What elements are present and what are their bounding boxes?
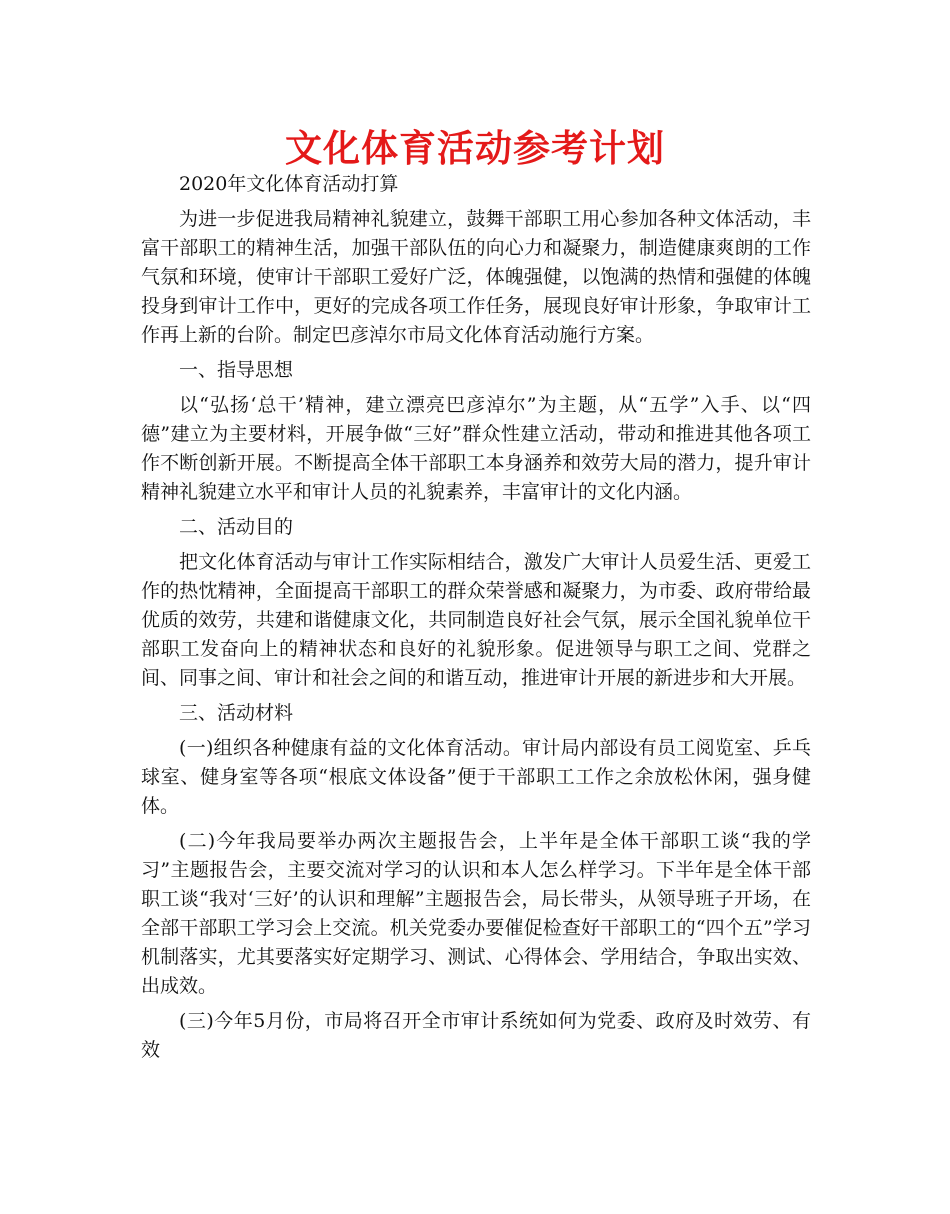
- paragraph-content-item-1: (一)组织各种健康有益的文化体育活动。审计局内部设有员工阅览室、乒乓球室、健身室等各项“根底文体设备”便于干部职工工作之余放松休闲，强身健体。: [141, 737, 811, 817]
- paragraph-content-item-2: (二)今年我局要举办两次主题报告会，上半年是全体干部职工谈“我的学习”主题报告会，主要交流对学习的认识和本人怎么样学习。下半年是全体干部职工谈“我对‘三好’的认识和理解”主题报告会，局长带头，从领导班子开场，在全部干部职工学习会上交流。机关党委办要催促检查好干部职工的“四个五”学习机制落实，尤其要落实好定期学习、测试、心得体会、学用结合，争取出实效、出成效。: [141, 830, 811, 997]
- paragraph-activity-purpose: 把文化体育活动与审计工作实际相结合，激发广大审计人员爱生活、更爱工作的热忱精神，全面提高干部职工的群众荣誉感和凝聚力，为市委、政府带给最优质的效劳，共建和谐健康文化，共同制造良好社会气氛，展示全国礼貌单位干部职工发奋向上的精神状态和良好的礼貌形象。促进领导与职工之间、党群之间、同事之间、审计和社会之间的和谐互动，推进审计开展的新进步和大开展。: [141, 551, 811, 689]
- paragraph-content-item-3: (三)今年5月份，市局将召开全市审计系统如何为党委、政府及时效劳、有效: [141, 1010, 811, 1061]
- section-heading-activity-purpose: 二、活动目的: [179, 516, 294, 538]
- section-heading-guiding-thought: 一、指导思想: [179, 359, 294, 381]
- document-title: 文化体育活动参考计划: [285, 127, 665, 170]
- paragraph-plan-heading: 2020年文化体育活动打算: [179, 173, 399, 195]
- paragraph-intro: 为进一步促进我局精神礼貌建立，鼓舞干部职工用心参加各种文体活动，丰富干部职工的精神生活，加强干部队伍的向心力和凝聚力，制造健康爽朗的工作气氛和环境，使审计干部职工爱好广泛，体魄强健，以饱满的热情和强健的体魄投身到审计工作中，更好的完成各项工作任务，展现良好审计形象，争取审计工作再上新的台阶。制定巴彦淖尔市局文化体育活动施行方案。: [141, 208, 811, 346]
- document-body: [141, 170, 811, 1065]
- paragraph-guiding-thought: 以“弘扬‘总干’精神，建立漂亮巴彦淖尔”为主题，从“五学”入手、以“四德”建立为主要材料，开展争做“三好”群众性建立活动，带动和推进其他各项工作不断创新开展。不断提高全体干部职工本身涵养和效劳大局的潜力，提升审计精神礼貌建立水平和审计人员的礼貌素养，丰富审计的文化内涵。: [141, 394, 811, 503]
- section-heading-activity-content: 三、活动材料: [179, 702, 294, 724]
